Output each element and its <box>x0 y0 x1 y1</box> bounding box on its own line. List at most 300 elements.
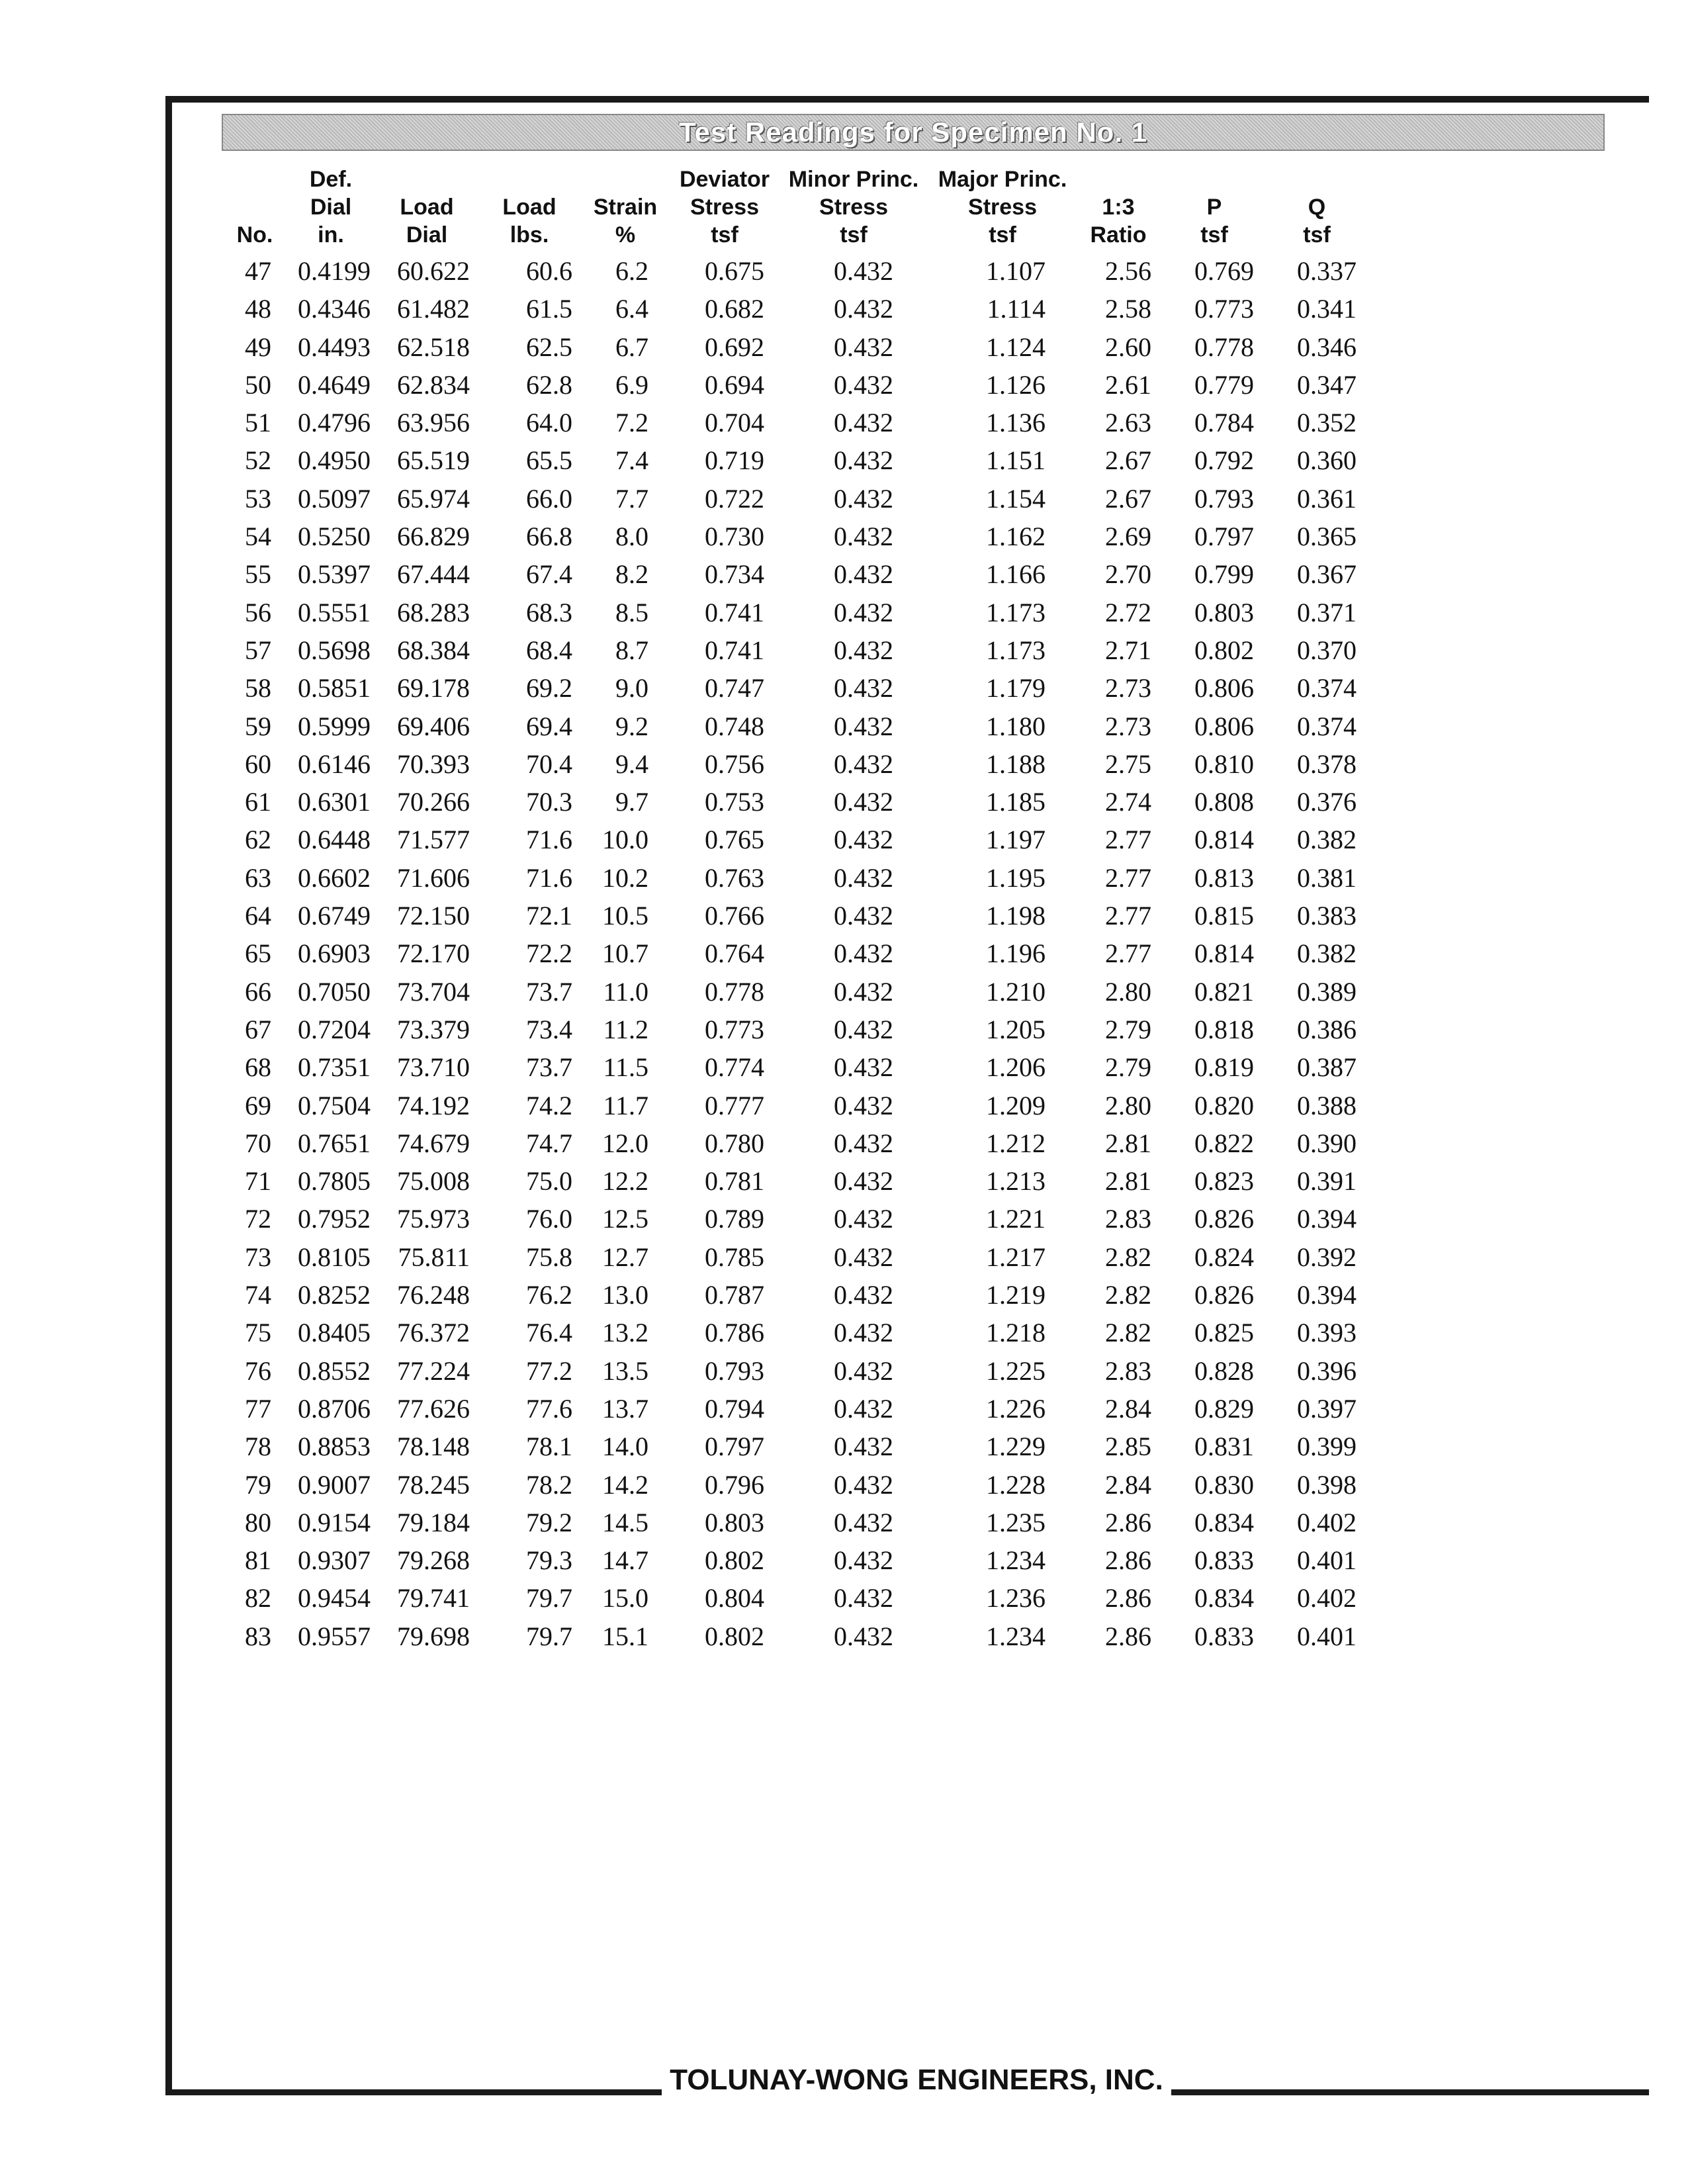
table-row <box>0 369 1694 407</box>
table-cell: 79.7 <box>526 1583 572 1614</box>
table-row <box>0 749 1694 786</box>
header-load-lbs: Load lbs. <box>502 195 557 248</box>
table-cell: 70 <box>245 1128 271 1158</box>
table-cell: 0.734 <box>705 559 764 590</box>
header-def-dial: Def. Dial in. <box>309 167 353 248</box>
table-cell: 1.173 <box>986 635 1046 665</box>
table-cell: 68.283 <box>397 597 470 627</box>
table-cell: 62.834 <box>397 369 470 400</box>
table-cell: 0.401 <box>1297 1621 1357 1651</box>
table-cell: 1.213 <box>986 1166 1046 1197</box>
table-cell: 72.2 <box>526 938 572 969</box>
table-cell: 0.432 <box>834 369 893 400</box>
table-cell: 8.2 <box>615 559 648 590</box>
table-cell: 69.2 <box>526 673 572 704</box>
table-cell: 0.402 <box>1297 1583 1357 1614</box>
table-cell: 2.73 <box>1105 711 1151 741</box>
table-cell: 2.82 <box>1105 1318 1151 1348</box>
table-row <box>0 1545 1694 1582</box>
table-cell: 0.5999 <box>298 711 371 741</box>
table-cell: 0.7050 <box>298 976 371 1007</box>
table-cell: 0.741 <box>705 635 764 665</box>
table-cell: 65.974 <box>397 483 470 514</box>
table-cell: 0.382 <box>1297 825 1357 855</box>
table-cell: 2.73 <box>1105 673 1151 704</box>
table-cell: 73.379 <box>397 1014 470 1044</box>
table-cell: 79.3 <box>526 1545 572 1576</box>
table-cell: 11.7 <box>603 1090 648 1120</box>
table-cell: 0.778 <box>705 976 764 1007</box>
table-cell: 82 <box>245 1583 271 1614</box>
table-cell: 1.228 <box>986 1469 1046 1500</box>
table-cell: 0.793 <box>1194 483 1254 514</box>
table-cell: 2.70 <box>1105 559 1151 590</box>
table-cell: 0.7805 <box>298 1166 371 1197</box>
table-cell: 77.6 <box>526 1393 572 1424</box>
table-cell: 0.5851 <box>298 673 371 704</box>
table-cell: 0.8405 <box>298 1318 371 1348</box>
table-cell: 13.2 <box>602 1318 648 1348</box>
table-cell: 0.741 <box>705 597 764 627</box>
table-cell: 2.84 <box>1105 1393 1151 1424</box>
table-cell: 0.5250 <box>298 522 371 552</box>
table-cell: 0.814 <box>1194 938 1254 969</box>
table-cell: 78 <box>245 1432 271 1462</box>
table-row <box>0 332 1694 369</box>
table-cell: 0.7651 <box>298 1128 371 1158</box>
table-cell: 0.347 <box>1297 369 1357 400</box>
table-cell: 67 <box>245 1014 271 1044</box>
table-row <box>0 1014 1694 1052</box>
table-cell: 65.5 <box>526 445 572 476</box>
table-row <box>0 672 1694 710</box>
footer-right-rule <box>1171 2089 1649 2095</box>
table-cell: 0.390 <box>1297 1128 1357 1158</box>
table-cell: 0.6749 <box>298 901 371 931</box>
table-cell: 0.830 <box>1194 1469 1254 1500</box>
table-header <box>0 163 1694 249</box>
table-cell: 69 <box>245 1090 271 1120</box>
table-cell: 2.58 <box>1105 294 1151 324</box>
table-cell: 0.432 <box>834 294 893 324</box>
table-cell: 12.2 <box>602 1166 648 1197</box>
table-cell: 0.778 <box>1194 332 1254 362</box>
table-row <box>0 597 1694 635</box>
table-cell: 53 <box>245 483 271 514</box>
table-cell: 12.5 <box>602 1204 648 1234</box>
table-cell: 0.6301 <box>298 787 371 817</box>
table-row <box>0 1431 1694 1469</box>
table-cell: 73.710 <box>397 1052 470 1083</box>
table-cell: 0.432 <box>834 256 893 286</box>
company-footer: TOLUNAY-WONG ENGINEERS, INC. <box>670 2064 1163 2096</box>
frame-top-rule <box>165 96 1649 103</box>
table-cell: 0.774 <box>705 1052 764 1083</box>
table-cell: 71.606 <box>397 862 470 893</box>
table-cell: 0.748 <box>705 711 764 741</box>
table-row <box>0 862 1694 900</box>
table-cell: 0.398 <box>1297 1469 1357 1500</box>
table-cell: 0.432 <box>834 635 893 665</box>
table-cell: 0.399 <box>1297 1432 1357 1462</box>
table-cell: 2.69 <box>1105 522 1151 552</box>
table-cell: 75.008 <box>397 1166 470 1197</box>
table-cell: 0.432 <box>834 1545 893 1576</box>
table-cell: 11.5 <box>603 1052 648 1083</box>
table-cell: 0.432 <box>834 1469 893 1500</box>
table-cell: 51 <box>245 408 271 438</box>
table-cell: 0.792 <box>1194 445 1254 476</box>
table-cell: 0.374 <box>1297 673 1357 704</box>
table-cell: 52 <box>245 445 271 476</box>
table-cell: 0.802 <box>1194 635 1254 665</box>
table-cell: 2.86 <box>1105 1583 1151 1614</box>
header-q: Q tsf <box>1303 195 1331 248</box>
table-cell: 79.268 <box>397 1545 470 1576</box>
table-cell: 57 <box>245 635 271 665</box>
table-cell: 0.389 <box>1297 976 1357 1007</box>
table-cell: 0.765 <box>705 825 764 855</box>
table-cell: 74 <box>245 1280 271 1310</box>
table-cell: 0.722 <box>705 483 764 514</box>
table-cell: 66.0 <box>526 483 572 514</box>
table-cell: 0.6602 <box>298 862 371 893</box>
table-row <box>0 293 1694 331</box>
table-cell: 0.803 <box>705 1507 764 1537</box>
table-cell: 0.789 <box>705 1204 764 1234</box>
table-cell: 0.821 <box>1194 976 1254 1007</box>
table-cell: 0.432 <box>834 862 893 893</box>
table-cell: 0.4199 <box>298 256 371 286</box>
table-cell: 2.61 <box>1105 369 1151 400</box>
table-row <box>0 1393 1694 1431</box>
table-cell: 1.217 <box>986 1242 1046 1272</box>
table-cell: 0.9454 <box>298 1583 371 1614</box>
table-cell: 1.212 <box>986 1128 1046 1158</box>
table-cell: 72.1 <box>526 901 572 931</box>
table-cell: 0.381 <box>1297 862 1357 893</box>
table-cell: 6.4 <box>615 294 648 324</box>
table-cell: 64.0 <box>526 408 572 438</box>
table-cell: 0.781 <box>705 1166 764 1197</box>
table-row <box>0 635 1694 672</box>
table-cell: 0.787 <box>705 1280 764 1310</box>
table-cell: 2.79 <box>1105 1052 1151 1083</box>
table-cell: 76.372 <box>397 1318 470 1348</box>
table-cell: 1.235 <box>986 1507 1046 1537</box>
table-cell: 0.826 <box>1194 1204 1254 1234</box>
table-cell: 0.773 <box>1194 294 1254 324</box>
table-cell: 70.3 <box>526 787 572 817</box>
table-cell: 0.432 <box>834 673 893 704</box>
table-cell: 73.4 <box>526 1014 572 1044</box>
table-cell: 0.391 <box>1297 1166 1357 1197</box>
table-row <box>0 976 1694 1014</box>
table-cell: 0.823 <box>1194 1166 1254 1197</box>
table-cell: 2.81 <box>1105 1166 1151 1197</box>
table-cell: 0.820 <box>1194 1090 1254 1120</box>
table-cell: 70.393 <box>397 749 470 779</box>
table-cell: 0.341 <box>1297 294 1357 324</box>
table-cell: 0.802 <box>705 1545 764 1576</box>
page-title: Test Readings for Specimen No. 1 <box>678 116 1148 148</box>
table-cell: 1.179 <box>986 673 1046 704</box>
table-row <box>0 1582 1694 1620</box>
table-cell: 0.4493 <box>298 332 371 362</box>
table-row <box>0 407 1694 445</box>
table-cell: 8.5 <box>615 597 648 627</box>
table-cell: 9.2 <box>615 711 648 741</box>
table-cell: 0.802 <box>705 1621 764 1651</box>
table-cell: 0.360 <box>1297 445 1357 476</box>
table-cell: 47 <box>245 256 271 286</box>
table-cell: 79.2 <box>526 1507 572 1537</box>
table-cell: 10.7 <box>602 938 648 969</box>
table-cell: 0.370 <box>1297 635 1357 665</box>
table-cell: 74.2 <box>526 1090 572 1120</box>
table-cell: 0.779 <box>1194 369 1254 400</box>
table-cell: 0.8252 <box>298 1280 371 1310</box>
table-cell: 0.769 <box>1194 256 1254 286</box>
table-cell: 76.0 <box>526 1204 572 1234</box>
table-row <box>0 711 1694 749</box>
table-cell: 0.833 <box>1194 1621 1254 1651</box>
table-cell: 77.2 <box>526 1355 572 1386</box>
table-row <box>0 1621 1694 1659</box>
table-cell: 1.229 <box>986 1432 1046 1462</box>
table-row <box>0 521 1694 559</box>
table-cell: 49 <box>245 332 271 362</box>
table-cell: 2.86 <box>1105 1507 1151 1537</box>
table-cell: 11.0 <box>603 976 648 1007</box>
table-cell: 0.9307 <box>298 1545 371 1576</box>
table-cell: 1.205 <box>986 1014 1046 1044</box>
table-cell: 2.67 <box>1105 445 1151 476</box>
table-cell: 0.7204 <box>298 1014 371 1044</box>
table-cell: 0.9154 <box>298 1507 371 1537</box>
table-row <box>0 1090 1694 1128</box>
table-cell: 0.432 <box>834 976 893 1007</box>
table-cell: 13.5 <box>602 1355 648 1386</box>
table-cell: 2.63 <box>1105 408 1151 438</box>
table-cell: 78.1 <box>526 1432 572 1462</box>
table-cell: 1.166 <box>986 559 1046 590</box>
table-cell: 58 <box>245 673 271 704</box>
table-cell: 0.824 <box>1194 1242 1254 1272</box>
table-cell: 14.2 <box>602 1469 648 1500</box>
table-cell: 1.136 <box>986 408 1046 438</box>
table-cell: 7.7 <box>615 483 648 514</box>
table-cell: 1.154 <box>986 483 1046 514</box>
table-cell: 1.221 <box>986 1204 1046 1234</box>
table-cell: 0.692 <box>705 332 764 362</box>
table-cell: 0.819 <box>1194 1052 1254 1083</box>
table-cell: 68.3 <box>526 597 572 627</box>
table-cell: 0.382 <box>1297 938 1357 969</box>
table-cell: 0.378 <box>1297 749 1357 779</box>
table-cell: 2.80 <box>1105 976 1151 1007</box>
table-cell: 0.432 <box>834 825 893 855</box>
table-cell: 0.806 <box>1194 711 1254 741</box>
table-cell: 66.8 <box>526 522 572 552</box>
table-cell: 0.785 <box>705 1242 764 1272</box>
table-row <box>0 559 1694 596</box>
table-cell: 0.394 <box>1297 1204 1357 1234</box>
table-cell: 0.365 <box>1297 522 1357 552</box>
table-cell: 0.730 <box>705 522 764 552</box>
table-row <box>0 938 1694 976</box>
table-cell: 11.2 <box>603 1014 648 1044</box>
table-cell: 62.8 <box>526 369 572 400</box>
table-cell: 0.432 <box>834 787 893 817</box>
table-cell: 1.209 <box>986 1090 1046 1120</box>
table-cell: 74.679 <box>397 1128 470 1158</box>
table-cell: 10.2 <box>602 862 648 893</box>
table-cell: 0.764 <box>705 938 764 969</box>
table-cell: 2.81 <box>1105 1128 1151 1158</box>
table-cell: 0.402 <box>1297 1507 1357 1537</box>
table-row <box>0 1469 1694 1507</box>
table-cell: 0.346 <box>1297 332 1357 362</box>
table-cell: 61.482 <box>397 294 470 324</box>
table-cell: 78.148 <box>397 1432 470 1462</box>
table-body <box>0 255 1694 1659</box>
table-cell: 0.388 <box>1297 1090 1357 1120</box>
table-cell: 0.796 <box>705 1469 764 1500</box>
table-cell: 0.9007 <box>298 1469 371 1500</box>
table-cell: 65 <box>245 938 271 969</box>
table-cell: 0.432 <box>834 1355 893 1386</box>
table-cell: 0.6903 <box>298 938 371 969</box>
table-cell: 71.6 <box>526 825 572 855</box>
table-cell: 60 <box>245 749 271 779</box>
table-cell: 10.0 <box>602 825 648 855</box>
table-cell: 1.124 <box>986 332 1046 362</box>
table-cell: 12.7 <box>602 1242 648 1272</box>
table-cell: 1.185 <box>986 787 1046 817</box>
table-cell: 0.806 <box>1194 673 1254 704</box>
table-cell: 70.266 <box>397 787 470 817</box>
table-cell: 0.8105 <box>298 1242 371 1272</box>
table-cell: 71.6 <box>526 862 572 893</box>
table-cell: 0.371 <box>1297 597 1357 627</box>
table-cell: 2.84 <box>1105 1469 1151 1500</box>
table-row <box>0 786 1694 824</box>
table-cell: 0.432 <box>834 522 893 552</box>
table-cell: 0.793 <box>705 1355 764 1386</box>
table-cell: 1.114 <box>987 294 1046 324</box>
table-cell: 2.75 <box>1105 749 1151 779</box>
table-row <box>0 1203 1694 1241</box>
table-cell: 2.82 <box>1105 1242 1151 1272</box>
table-cell: 79.7 <box>526 1621 572 1651</box>
table-cell: 1.210 <box>986 976 1046 1007</box>
table-cell: 0.432 <box>834 1507 893 1537</box>
table-cell: 2.67 <box>1105 483 1151 514</box>
table-cell: 71 <box>245 1166 271 1197</box>
table-cell: 1.198 <box>986 901 1046 931</box>
table-cell: 1.196 <box>986 938 1046 969</box>
table-cell: 0.829 <box>1194 1393 1254 1424</box>
table-cell: 64 <box>245 901 271 931</box>
table-cell: 0.432 <box>834 597 893 627</box>
header-deviator-stress: Deviator Stress tsf <box>679 167 770 248</box>
table-cell: 1.225 <box>986 1355 1046 1386</box>
table-cell: 0.432 <box>834 1090 893 1120</box>
table-cell: 62.5 <box>526 332 572 362</box>
table-cell: 0.432 <box>834 332 893 362</box>
table-row <box>0 1507 1694 1545</box>
table-cell: 1.188 <box>986 749 1046 779</box>
header-no: No. <box>236 222 273 248</box>
table-cell: 0.773 <box>705 1014 764 1044</box>
table-cell: 0.383 <box>1297 901 1357 931</box>
table-cell: 1.173 <box>986 597 1046 627</box>
table-cell: 0.810 <box>1194 749 1254 779</box>
table-cell: 0.432 <box>834 1052 893 1083</box>
table-cell: 0.813 <box>1194 862 1254 893</box>
table-cell: 72 <box>245 1204 271 1234</box>
table-cell: 83 <box>245 1621 271 1651</box>
table-cell: 1.151 <box>986 445 1046 476</box>
table-cell: 0.8853 <box>298 1432 371 1462</box>
table-cell: 66 <box>245 976 271 1007</box>
table-cell: 77.626 <box>397 1393 470 1424</box>
table-cell: 0.4649 <box>298 369 371 400</box>
table-cell: 63 <box>245 862 271 893</box>
table-cell: 0.432 <box>834 1242 893 1272</box>
table-cell: 0.8706 <box>298 1393 371 1424</box>
table-cell: 0.7351 <box>298 1052 371 1083</box>
table-cell: 2.83 <box>1105 1355 1151 1386</box>
table-cell: 2.74 <box>1105 787 1151 817</box>
table-cell: 0.5097 <box>298 483 371 514</box>
table-cell: 14.5 <box>602 1507 648 1537</box>
table-cell: 0.397 <box>1297 1393 1357 1424</box>
table-cell: 0.831 <box>1194 1432 1254 1462</box>
table-cell: 14.0 <box>602 1432 648 1462</box>
table-cell: 78.245 <box>397 1469 470 1500</box>
table-cell: 0.7952 <box>298 1204 371 1234</box>
table-cell: 1.126 <box>986 369 1046 400</box>
table-cell: 12.0 <box>602 1128 648 1158</box>
table-cell: 59 <box>245 711 271 741</box>
table-cell: 2.86 <box>1105 1621 1151 1651</box>
table-cell: 70.4 <box>526 749 572 779</box>
table-cell: 0.432 <box>834 1166 893 1197</box>
table-cell: 0.834 <box>1194 1583 1254 1614</box>
table-cell: 1.107 <box>986 256 1046 286</box>
table-cell: 1.219 <box>986 1280 1046 1310</box>
table-cell: 1.162 <box>986 522 1046 552</box>
table-cell: 62.518 <box>397 332 470 362</box>
table-cell: 0.432 <box>834 1280 893 1310</box>
table-cell: 0.5551 <box>298 597 371 627</box>
table-cell: 73 <box>245 1242 271 1272</box>
header-load-dial: Load Dial <box>400 195 454 248</box>
header-minor-princ-stress: Minor Princ. Stress tsf <box>788 167 919 248</box>
table-cell: 66.829 <box>397 522 470 552</box>
table-cell: 6.7 <box>615 332 648 362</box>
table-cell: 2.85 <box>1105 1432 1151 1462</box>
header-strain: Strain % <box>593 195 658 248</box>
table-cell: 0.432 <box>834 711 893 741</box>
table-cell: 0.432 <box>834 483 893 514</box>
table-cell: 0.694 <box>705 369 764 400</box>
table-cell: 2.71 <box>1105 635 1151 665</box>
table-cell: 0.5698 <box>298 635 371 665</box>
table-cell: 0.780 <box>705 1128 764 1158</box>
